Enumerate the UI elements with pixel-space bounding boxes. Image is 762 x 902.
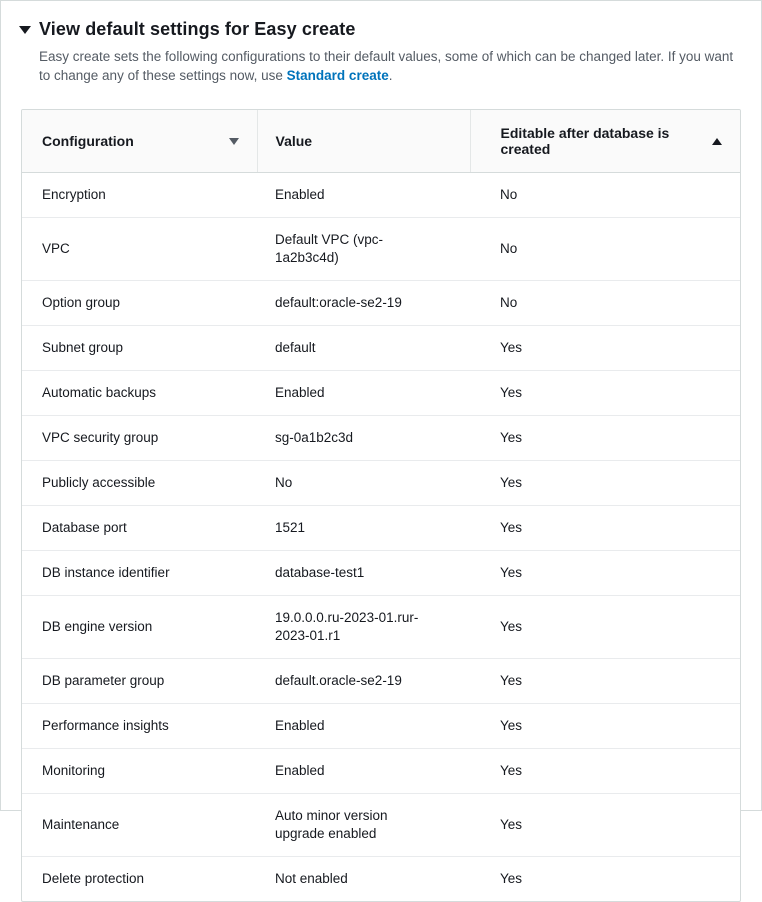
- cell-value: Not enabled: [275, 871, 348, 886]
- column-header-configuration[interactable]: [22, 110, 257, 173]
- column-header-editable-label: Editable after database is created: [500, 125, 670, 157]
- table-row: [22, 596, 740, 659]
- table-row: [22, 551, 740, 596]
- section-description-suffix: .: [388, 68, 393, 83]
- cell-editable: Yes: [470, 461, 740, 506]
- table-row: [22, 326, 740, 371]
- cell-editable: Yes: [470, 506, 740, 551]
- table-body: [22, 173, 740, 902]
- cell-editable: Yes: [470, 326, 740, 371]
- cell-value: sg-0a1b2c3d: [257, 416, 470, 461]
- cell-configuration: Option group: [22, 281, 257, 326]
- standard-create-link[interactable]: Standard create: [286, 68, 389, 83]
- cell-value: default:oracle-se2-19: [257, 281, 470, 326]
- cell-value: Enabled: [257, 371, 470, 416]
- table-header-row: [22, 110, 740, 173]
- table-row: [22, 857, 740, 902]
- table-row: [22, 218, 740, 281]
- cell-value: [257, 596, 470, 659]
- expandable-section-toggle[interactable]: [19, 17, 741, 41]
- cell-editable: Yes: [470, 371, 740, 416]
- section-description: [39, 47, 741, 85]
- cell-value: [257, 794, 470, 857]
- cell-configuration: DB parameter group: [22, 659, 257, 704]
- cell-configuration: Subnet group: [22, 326, 257, 371]
- cell-configuration: Monitoring: [22, 749, 257, 794]
- table-row: [22, 416, 740, 461]
- cell-value-text: Auto minor version upgrade enabled: [275, 808, 388, 841]
- cell-value: database-test1: [257, 551, 470, 596]
- table-row: [22, 749, 740, 794]
- cell-value: default.oracle-se2-19: [257, 659, 470, 704]
- cell-editable: Yes: [500, 871, 523, 886]
- table-row: [22, 794, 740, 857]
- settings-table: [21, 109, 741, 902]
- cell-value: Enabled: [257, 749, 470, 794]
- column-header-value-label: Value: [275, 133, 313, 149]
- cell-configuration: Database port: [22, 506, 257, 551]
- cell-editable: Yes: [470, 749, 740, 794]
- cell-value: [257, 218, 470, 281]
- column-header-editable[interactable]: [470, 110, 740, 173]
- cell-editable: No: [470, 218, 740, 281]
- cell-editable: Yes: [470, 794, 740, 857]
- section-header: [1, 1, 761, 85]
- sort-ascending-icon[interactable]: [712, 138, 722, 145]
- cell-configuration: Encryption: [22, 173, 257, 218]
- caret-down-icon[interactable]: [19, 24, 31, 36]
- table-row: [22, 281, 740, 326]
- cell-configuration: Performance insights: [22, 704, 257, 749]
- cell-value: No: [257, 461, 470, 506]
- sort-descending-icon[interactable]: [229, 138, 239, 145]
- cell-editable: Yes: [470, 551, 740, 596]
- cell-configuration: Delete protection: [42, 871, 145, 886]
- cell-value: Enabled: [257, 704, 470, 749]
- cell-configuration: DB engine version: [22, 596, 257, 659]
- cell-editable: Yes: [470, 659, 740, 704]
- table-row: [22, 461, 740, 506]
- table-row: [22, 371, 740, 416]
- cell-configuration: VPC security group: [22, 416, 257, 461]
- cell-editable: Yes: [470, 596, 740, 659]
- table-row: [22, 173, 740, 218]
- cell-value: default: [257, 326, 470, 371]
- cell-value: Enabled: [257, 173, 470, 218]
- cell-configuration: Maintenance: [22, 794, 257, 857]
- cell-value: 1521: [257, 506, 470, 551]
- section-description-text: Easy create sets the following configurations to their default values, some of which can be changed later. If you want to change any of these settings now, use: [39, 49, 734, 83]
- column-header-configuration-label: Configuration: [42, 133, 134, 149]
- cell-value-text: Default VPC (vpc-1a2b3c4d): [275, 232, 384, 265]
- cell-configuration: Automatic backups: [22, 371, 257, 416]
- cell-configuration: DB instance identifier: [22, 551, 257, 596]
- table-row: [22, 659, 740, 704]
- cell-configuration: Publicly accessible: [22, 461, 257, 506]
- cell-configuration: VPC: [22, 218, 257, 281]
- cell-editable: Yes: [470, 416, 740, 461]
- cell-value-text: 19.0.0.0.ru-2023-01.rur-2023-01.r1: [275, 610, 419, 643]
- cell-editable: Yes: [470, 704, 740, 749]
- table-row: [22, 506, 740, 551]
- cell-editable: No: [470, 281, 740, 326]
- column-header-value[interactable]: [257, 110, 470, 173]
- page-title: View default settings for Easy create: [39, 19, 356, 39]
- cell-editable: No: [470, 173, 740, 218]
- table-row: [22, 704, 740, 749]
